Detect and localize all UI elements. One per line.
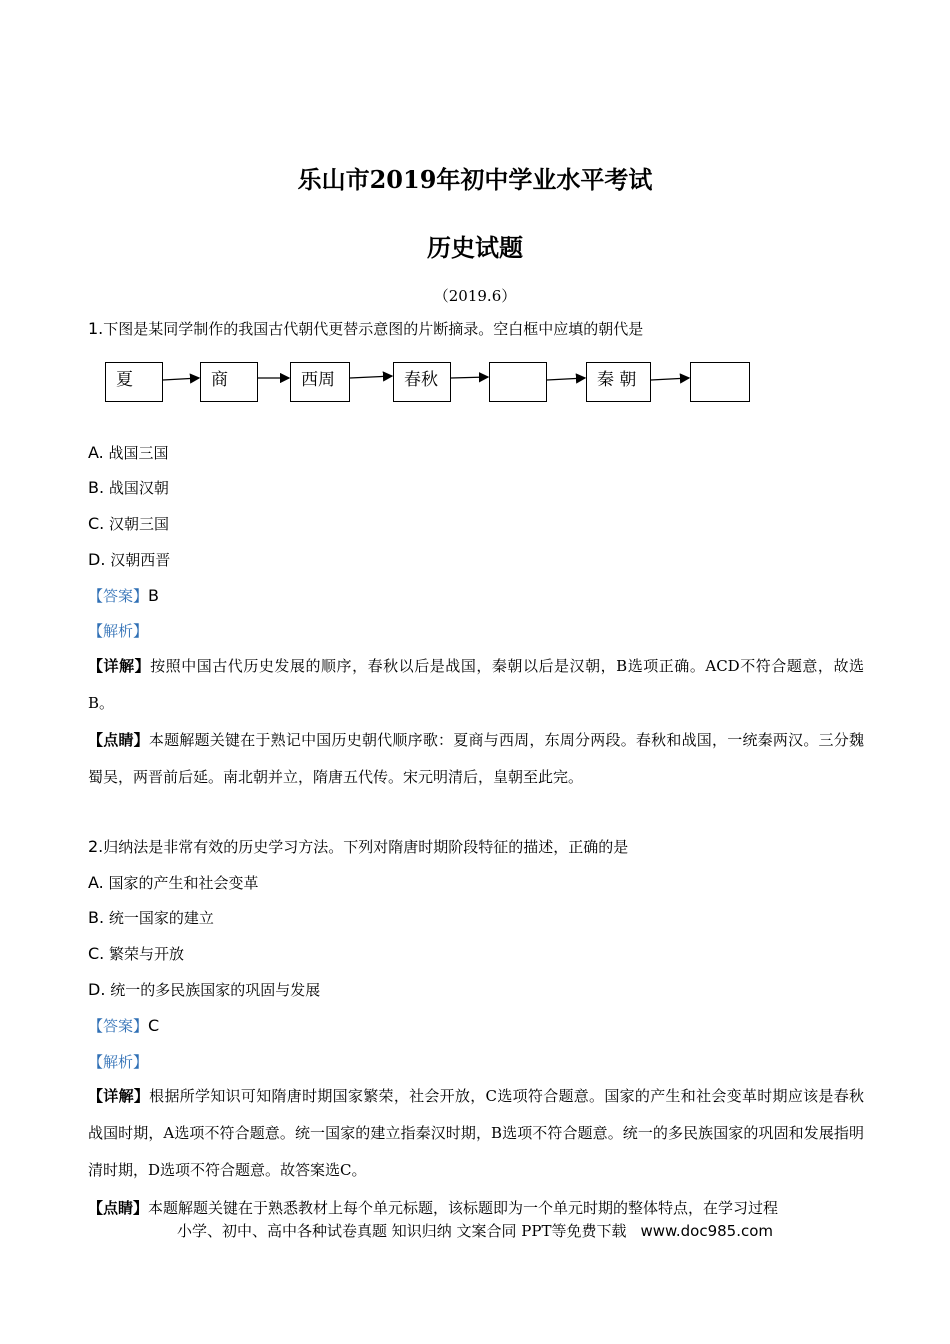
- q1-option-text: 汉朝西晋: [110, 551, 171, 569]
- q1-option-letter: D.: [88, 550, 106, 569]
- dynasty-box-shang: 商: [200, 362, 258, 402]
- arrow-5: [547, 378, 585, 380]
- answer-value: C: [148, 1016, 160, 1035]
- q1-number: 1.: [88, 319, 104, 338]
- q1-answer: [88, 585, 159, 606]
- detail-label: 【详解】: [88, 1087, 150, 1105]
- detail-text: 按照中国古代历史发展的顺序，春秋以后是战国，秦朝以后是汉朝，B选项正确。ACD不符合题意，故选B。: [88, 657, 864, 712]
- footer-text: 小学、初中、高中各种试卷真题 知识归纳 文案合同 PPT等免费下载: [176, 1222, 627, 1240]
- dynasty-box-qin: 秦 朝: [586, 362, 651, 402]
- q2-analysis-label: 【解析】: [88, 1053, 149, 1071]
- footer-url[interactable]: www.doc985.com: [640, 1222, 774, 1240]
- q1-option-a: [88, 442, 169, 463]
- arrow-6: [651, 378, 689, 380]
- exam-title: 乐山市2019年初中学业水平考试: [297, 165, 653, 194]
- q2-answer: [88, 1015, 159, 1036]
- q1-option-text: 战国汉朝: [108, 479, 169, 497]
- arrow-1: [163, 378, 199, 380]
- q2-detail: [88, 1078, 864, 1189]
- tip-text: 本题解题关键在于熟悉教材上每个单元标题，该标题即为一个单元时期的整体特点，在学习过程: [148, 1199, 779, 1217]
- dynasty-box-blank-2: [690, 362, 750, 402]
- q2-option-text: 国家的产生和社会变革: [108, 874, 259, 892]
- answer-label: 【答案】: [88, 587, 149, 605]
- tip-text: 本题解题关键在于熟记中国历史朝代顺序歌：夏商与西周，东周分两段。春秋和战国，一统秦两汉。三分魏蜀吴，两晋前后延。南北朝并立，隋唐五代传。宋元明清后，皇朝至此完。: [88, 731, 864, 786]
- dynasty-box-blank-1: [489, 362, 547, 402]
- q2-option-letter: D.: [88, 980, 106, 999]
- q2-option-b: [88, 907, 214, 928]
- q2-stem: [88, 836, 628, 857]
- arrow-4: [451, 377, 488, 378]
- diagram-arrows: [0, 0, 950, 420]
- q2-option-a: [88, 872, 259, 893]
- q1-option-b: [88, 477, 169, 498]
- arrow-3: [350, 376, 392, 378]
- tip-label: 【点睛】: [88, 1199, 149, 1217]
- q1-tip: [88, 722, 864, 796]
- q2-option-d: [88, 979, 320, 1000]
- q2-option-text: 统一国家的建立: [108, 909, 214, 927]
- q1-stem: [88, 318, 643, 339]
- page-footer: [0, 1220, 950, 1241]
- q2-option-letter: A.: [88, 873, 104, 892]
- dynasty-box-xizhou: 西周: [290, 362, 350, 402]
- answer-label: 【答案】: [88, 1017, 149, 1035]
- dynasty-box-xia: 夏: [105, 362, 163, 402]
- answer-value: B: [148, 586, 159, 605]
- exam-subtitle: 历史试题: [427, 233, 523, 262]
- q2-number: 2.: [88, 837, 104, 856]
- q1-option-text: 汉朝三国: [109, 515, 170, 533]
- tip-label: 【点睛】: [88, 731, 149, 749]
- q1-option-letter: A.: [88, 443, 104, 462]
- q2-tip: [88, 1190, 864, 1224]
- q1-analysis-label: 【解析】: [88, 622, 149, 640]
- q1-option-text: 战国三国: [108, 444, 169, 462]
- q1-option-d: [88, 549, 170, 570]
- exam-date: （2019.6）: [433, 287, 517, 305]
- q1-option-letter: C.: [88, 514, 105, 533]
- q1-option-c: [88, 513, 169, 534]
- detail-label: 【详解】: [88, 657, 151, 675]
- q2-option-text: 统一的多民族国家的巩固与发展: [110, 981, 321, 999]
- q2-option-letter: C.: [88, 944, 105, 963]
- q2-stem-text: 归纳法是非常有效的历史学习方法。下列对隋唐时期阶段特征的描述，正确的是: [103, 838, 629, 856]
- q1-detail: [88, 648, 864, 722]
- q2-option-text: 繁荣与开放: [109, 945, 185, 963]
- dynasty-box-chunqiu: 春秋: [393, 362, 451, 402]
- q2-option-letter: B.: [88, 908, 105, 927]
- q1-stem-text: 下图是某同学制作的我国古代朝代更替示意图的片断摘录。空白框中应填的朝代是: [103, 320, 644, 338]
- q1-option-letter: B.: [88, 478, 105, 497]
- q2-option-c: [88, 943, 184, 964]
- detail-text: 根据所学知识可知隋唐时期国家繁荣，社会开放，C选项符合题意。国家的产生和社会变革时期应该是春秋战国时期，A选项不符合题意。统一国家的建立指秦汉时期，B选项不符合题意。统一的多民族国家的巩固和发展指明清时期，D选项不符合题意。故答案选C。: [88, 1087, 864, 1179]
